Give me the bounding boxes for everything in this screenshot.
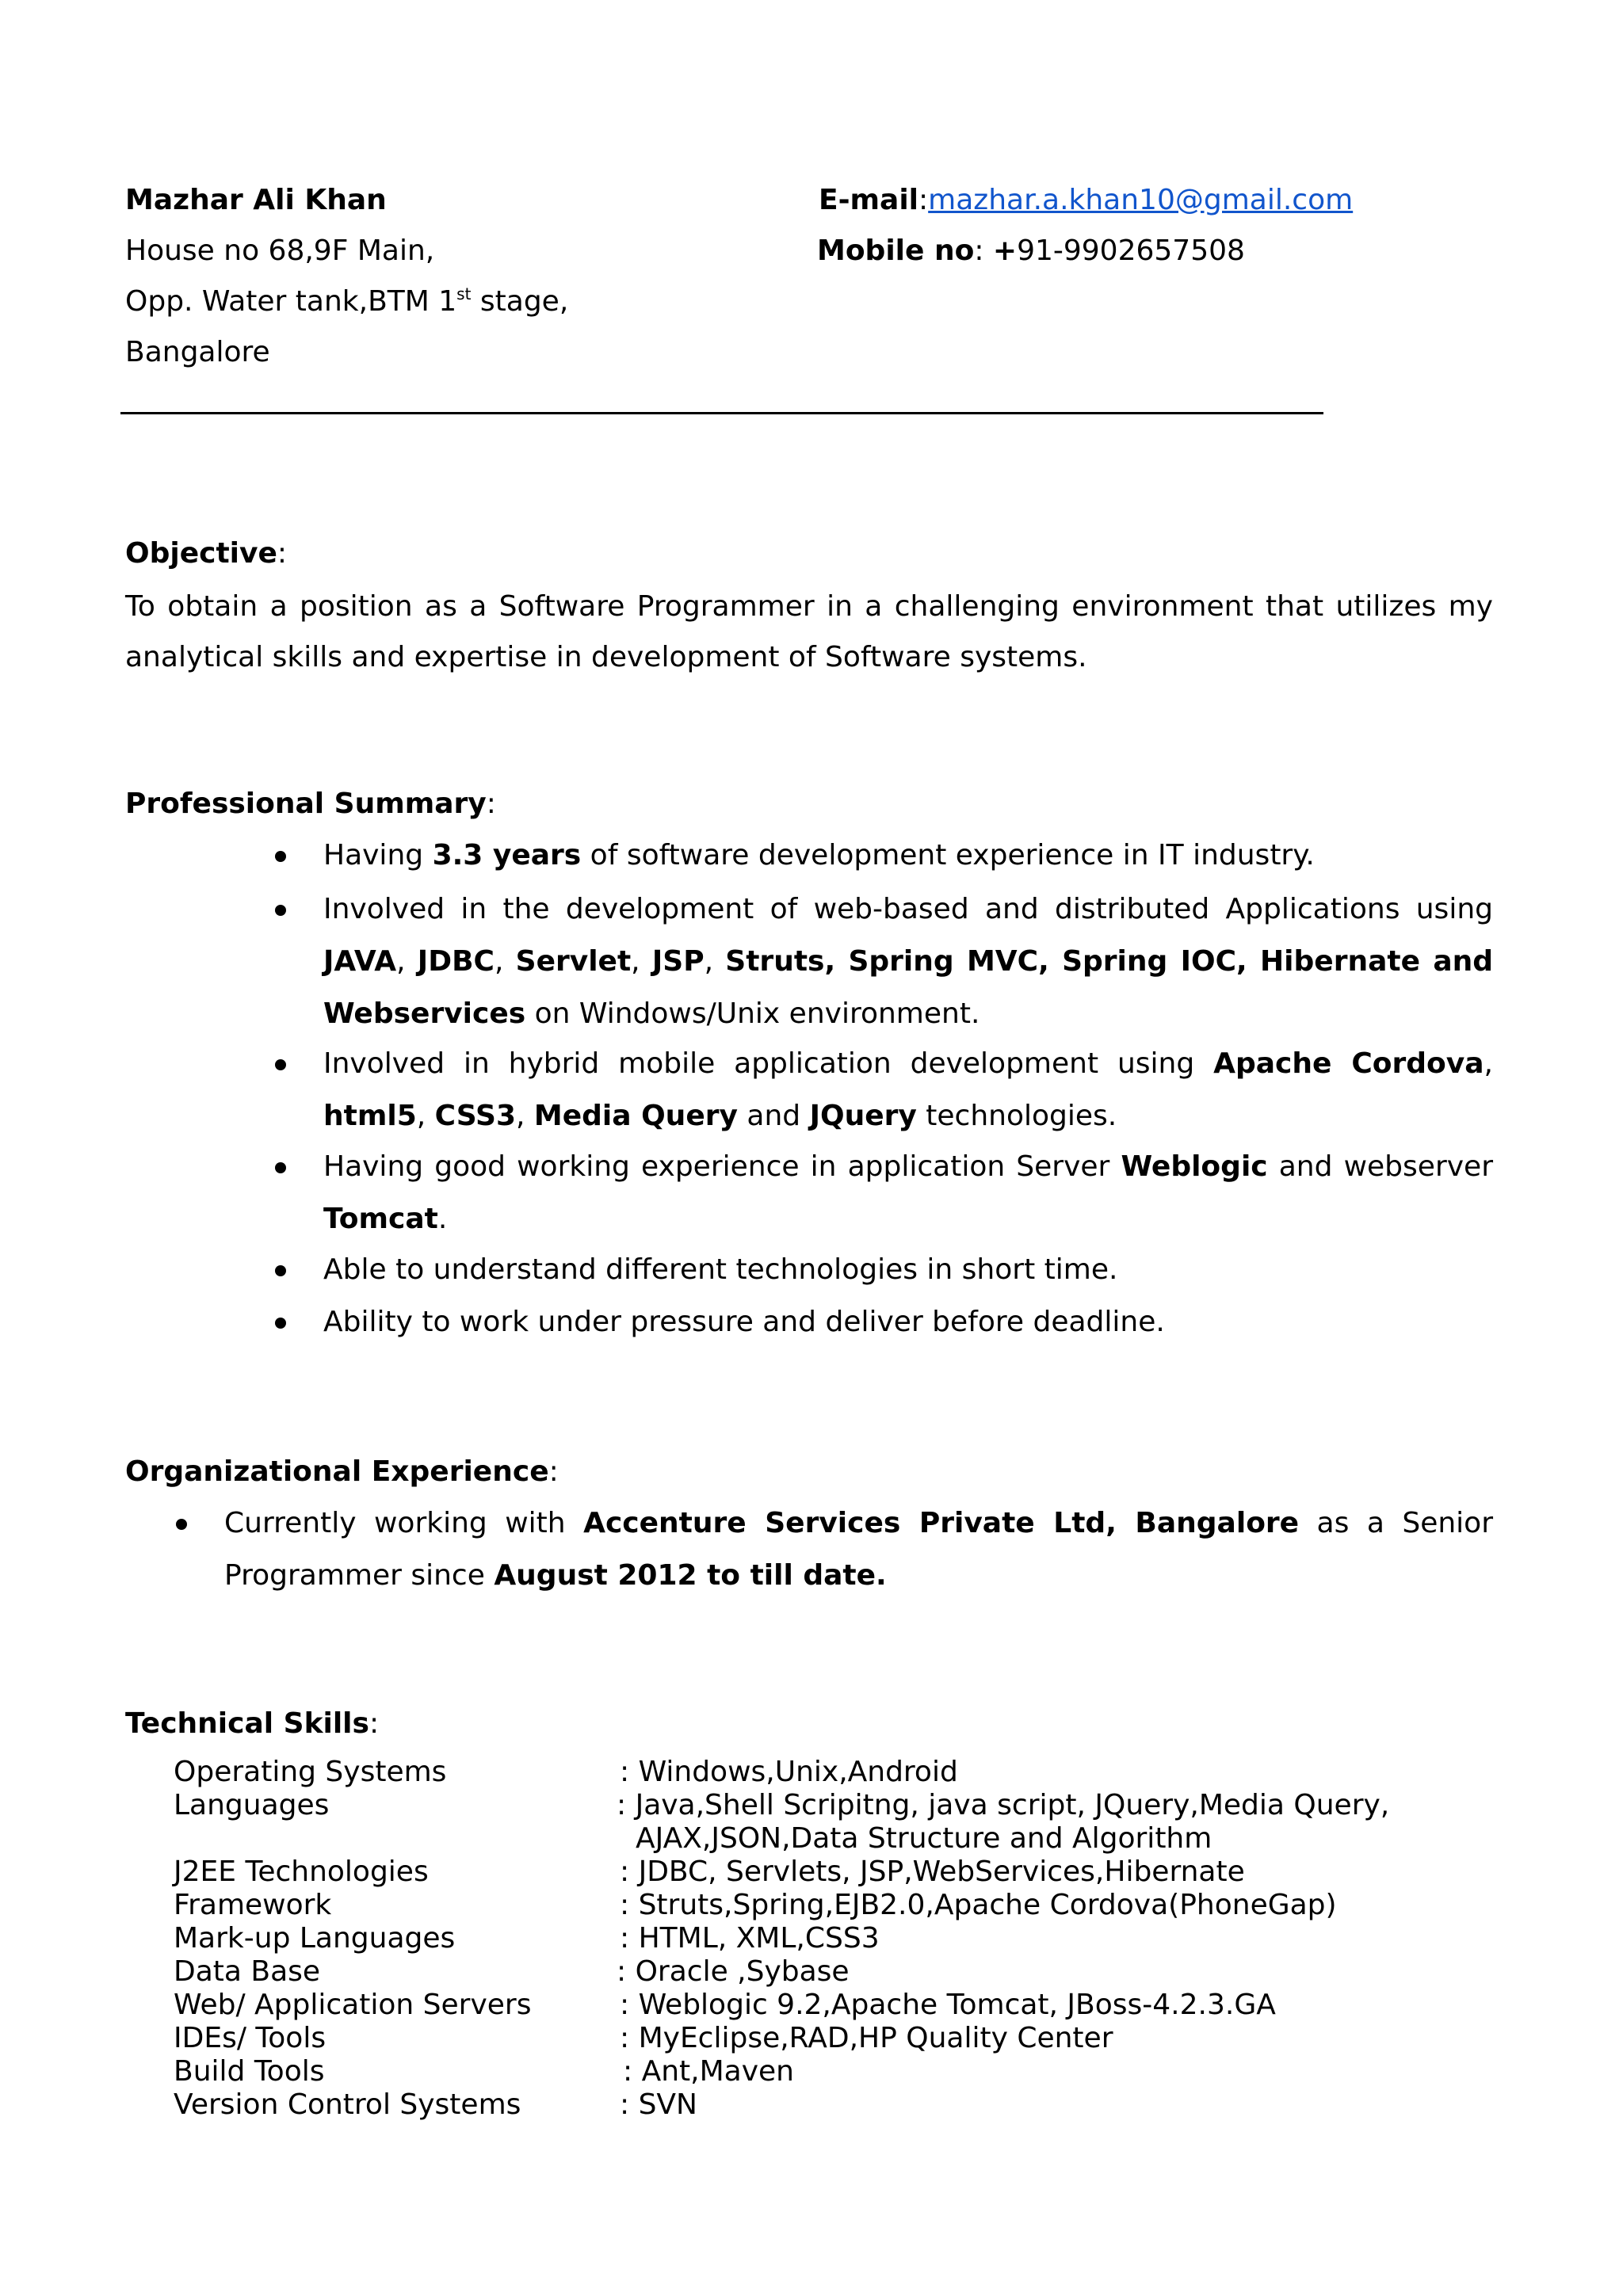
skill-label: Data Base — [174, 1955, 321, 1988]
bullet-icon — [275, 1318, 286, 1329]
mobile-line: Mobile no: +91-9902657508 — [817, 235, 1245, 267]
skill-value: AJAX,JSON,Data Structure and Algorithm — [636, 1822, 1212, 1855]
skill-value: : Ant,Maven — [623, 2055, 794, 2088]
address-line-3: Bangalore — [125, 336, 270, 368]
skill-value: : Java,Shell Scripitng, java script, JQuery,Media Query, — [617, 1789, 1390, 1821]
skills-heading: Technical Skills: — [125, 1707, 380, 1740]
skill-value: : Weblogic 9.2,Apache Tomcat, JBoss-4.2.3.GA — [620, 1989, 1276, 2021]
skill-label: Operating Systems — [174, 1756, 447, 1788]
summary-item: Able to understand different technologies in short time. — [323, 1253, 1118, 1286]
email-link[interactable]: mazhar.a.khan10@gmail.com — [928, 184, 1354, 216]
address-line-1: House no 68,9F Main, — [125, 235, 435, 267]
bullet-icon — [275, 1265, 286, 1276]
summary-item: Having good working experience in application Server Weblogic and webserver Tomcat. — [323, 1150, 1493, 1235]
bullet-icon — [275, 1162, 286, 1173]
summary-heading: Professional Summary: — [125, 788, 496, 820]
skill-label: IDEs/ Tools — [174, 2022, 327, 2054]
skill-value: : Windows,Unix,Android — [620, 1756, 958, 1788]
summary-item: Involved in hybrid mobile application development using Apache Cordova, html5, CSS3, Media Query and JQuery technologies. — [323, 1047, 1493, 1132]
experience-item: Currently working with Accenture Services Private Ltd, Bangalore as a Senior Programmer since August 2012 to till date. — [224, 1507, 1494, 1592]
objective-text: To obtain a position as a Software Programmer in a challenging environment that utilizes my analytical skills and expertise in development of Software systems. — [125, 590, 1493, 673]
skill-label: Version Control Systems — [174, 2088, 521, 2121]
skill-label: Web/ Application Servers — [174, 1989, 532, 2021]
header-divider — [120, 412, 1323, 414]
skill-label: Build Tools — [174, 2055, 325, 2088]
bullet-icon — [275, 851, 286, 862]
skill-value: : HTML, XML,CSS3 — [620, 1922, 880, 1955]
skill-label: Languages — [174, 1789, 330, 1821]
bullet-icon — [275, 1059, 286, 1070]
skill-value: : MyEclipse,RAD,HP Quality Center — [620, 2022, 1113, 2054]
experience-heading: Organizational Experience: — [125, 1455, 559, 1488]
skill-value: : JDBC, Servlets, JSP,WebServices,Hibernate — [620, 1855, 1245, 1888]
skill-value: : SVN — [620, 2088, 697, 2121]
summary-item: Involved in the development of web-based and distributed Applications using JAVA, JDBC, Servlet, JSP, Struts, Spring MVC, Spring IOC, Hibernate and Webservices on Windows/Unix environment. — [323, 893, 1494, 1030]
skill-label: Framework — [174, 1889, 332, 1921]
skill-label: Mark-up Languages — [174, 1922, 456, 1955]
summary-item: Having 3.3 years of software development experience in IT industry. — [323, 839, 1315, 871]
objective-heading: Objective: — [125, 537, 288, 570]
summary-item: Ability to work under pressure and deliver before deadline. — [323, 1306, 1165, 1338]
skill-value: : Struts,Spring,EJB2.0,Apache Cordova(PhoneGap) — [620, 1889, 1337, 1921]
candidate-name: Mazhar Ali Khan — [125, 184, 387, 216]
skill-value: : Oracle ,Sybase — [617, 1955, 850, 1988]
bullet-icon — [275, 905, 286, 916]
address-line-2: Opp. Water tank,BTM 1st stage, — [125, 284, 569, 318]
bullet-icon — [176, 1519, 187, 1530]
email-line: E-mail:mazhar.a.khan10@gmail.com — [819, 184, 1354, 216]
skill-label: J2EE Technologies — [174, 1855, 429, 1888]
